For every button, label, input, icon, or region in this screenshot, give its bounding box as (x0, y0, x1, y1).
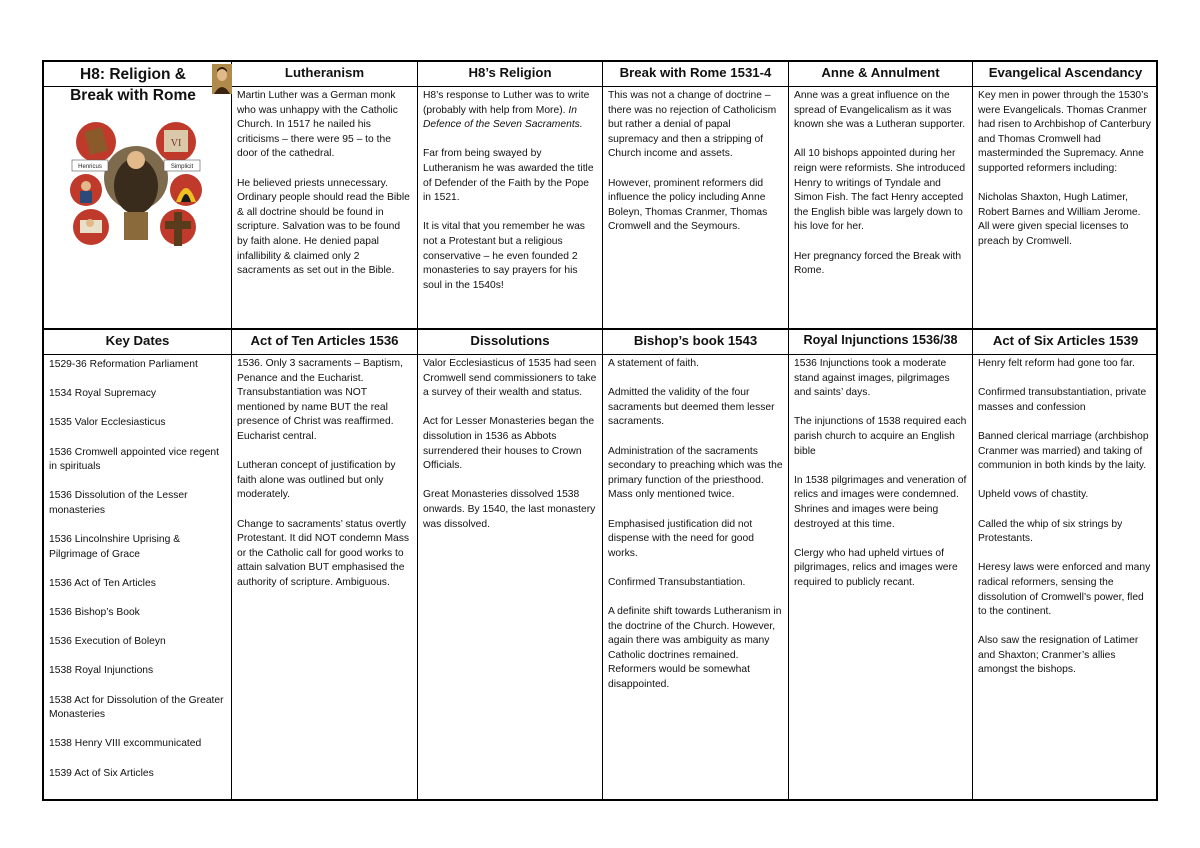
paragraph: 1536 Injunctions took a moderate stand against images, pilgrimages and saints’ days. (794, 358, 950, 399)
heading-anne-annulment: Anne & Annulment (789, 62, 973, 86)
paragraph: Admitted the validity of the four sacraments but deemed them lesser sacraments. (608, 387, 775, 428)
paragraph: However, prominent reformers did influence the policy including Anne Boleyn, Thomas Cranmer, Thomas Cromwell and the Seymours. (608, 177, 768, 233)
emblem-numeral: VI (170, 138, 182, 149)
paragraph: Great Monasteries dissolved 1538 onwards. By 1540, the last monastery was dissolved. (423, 489, 596, 530)
paragraph: A definite shift towards Lutheranism in the doctrine of the Church. However, again there was ambiguity as many Catholic doctrines remained. Reformers would be somewhat disappointed. (608, 606, 782, 691)
body-ten-articles (232, 355, 418, 801)
body-royal-injunctions (789, 355, 973, 801)
body-lutheranism (232, 87, 418, 328)
date-item: 1534 Royal Supremacy (49, 388, 157, 400)
date-item: 1535 Valor Ecclesiasticus (49, 417, 166, 429)
body-bishops-book (603, 355, 789, 801)
paragraph: Heresy laws were enforced and many radical reformers, sensing the dissolution of Cromwell’s power, fled to the continent. (978, 562, 1151, 618)
paragraph: Banned clerical marriage (archbishop Cranmer was married) and taking of communion in both kinds by the laity. (978, 430, 1149, 472)
title-line-1: H8: Religion & (80, 66, 186, 83)
paragraph: Anne was a great influence on the spread of Evangelicalism as it was known she was a Lutheran supporter. (794, 90, 966, 131)
date-item: 1539 Act of Six Articles (49, 767, 154, 779)
emblem-label-right: Simplicit (170, 164, 194, 170)
paragraph: Martin Luther was a German monk who was unhappy with the Catholic Church. In 1517 he nailed his criticisms – there were 95 – to the door of the cathedral. (237, 90, 398, 160)
date-item: 1538 Act for Dissolution of the Greater Monasteries (49, 694, 224, 721)
date-item: 1536 Dissolution of the Lesser monasteries (49, 490, 188, 516)
paragraph (423, 89, 597, 133)
paragraph: The injunctions of 1538 required each parish church to acquire an English bible (794, 416, 967, 457)
paragraph: Administration of the sacraments secondary to preaching which was the primary function of the priesthood. Mass only mentioned twice. (608, 445, 783, 501)
paragraph: This was not a change of doctrine – there was no rejection of Catholicism but rather a denial of papal supremacy and then a stripping of Church income and assets. (608, 90, 777, 160)
body-six-articles (973, 355, 1158, 801)
title-cell (44, 62, 232, 330)
date-item: 1536 Execution of Boleyn (49, 636, 166, 648)
heading-evangelical-ascendancy: Evangelical Ascendancy (988, 65, 1143, 80)
paragraph: Confirmed Transubstantiation. (608, 576, 746, 588)
paragraph: Her pregnancy forced the Break with Rome. (794, 250, 962, 277)
paragraph: Act for Lesser Monasteries began the dissolution in 1536 as Abbots surrendered their houses to Crown Officials. (423, 416, 595, 472)
paragraph-text: H8’s response to Luther was to write (probably with help from More). (423, 90, 590, 116)
paragraph: Change to sacraments’ status overtly Protestant. It did NOT condemn Mass or the Catholic call for good works to attain salvation BUT emphasised the authority of scripture. Ambiguous. (237, 518, 410, 588)
paragraph: Valor Ecclesiasticus of 1535 had seen Cromwell send commissioners to take a survey of their wealth and status. (423, 358, 597, 399)
date-item: 1529-36 Reformation Parliament (49, 359, 198, 370)
paragraph: Upheld vows of chastity. (978, 489, 1089, 501)
body-evangelical-ascendancy (973, 87, 1158, 328)
emblem-label-left: Henricus (78, 164, 102, 170)
paragraph: 1536. Only 3 sacraments – Baptism, Penance and the Eucharist. Transubstantiation was NOT mentioned by name BUT the real presence of Christ was reaffirmed. Eucharist central. (237, 358, 403, 442)
paragraph: Emphasised justification did not dispense with the need for good works. (608, 518, 754, 559)
book-title: In Defence of the Seven Sacraments. (423, 104, 583, 131)
paragraph: In 1538 pilgrimages and veneration of relics and images were condemned. Shrines and images were being destroyed at this time. (794, 474, 967, 530)
revision-sheet (42, 60, 1158, 801)
page-title (48, 64, 218, 106)
paragraph: Nicholas Shaxton, Hugh Latimer, Robert Barnes and William Jerome. All were given special licenses to preach by Cromwell. (978, 192, 1141, 247)
heading-bishops-book: Bishop’s book 1543 (603, 330, 789, 354)
heading-lutheranism: Lutheranism (232, 62, 418, 86)
body-anne-annulment (789, 87, 973, 328)
paragraph: Key men in power through the 1530’s were Evangelicals. Thomas Cranmer had risen to Archbishop of Canterbury and Thomas Cromwell had masterminded the Supremacy. Anne supported reformers including: (978, 90, 1151, 174)
paragraph: Lutheran concept of justification by faith alone was outlined but only moderately. (237, 460, 396, 501)
date-item: 1536 Act of Ten Articles (49, 577, 156, 589)
body-break-with-rome (603, 87, 789, 328)
heading-h8-religion: H8’s Religion (418, 62, 603, 86)
body-dissolutions (418, 355, 603, 801)
body-key-dates (44, 355, 232, 801)
heading-break-with-rome: Break with Rome 1531-4 (603, 62, 789, 86)
title-line-2: Break with Rome (70, 87, 196, 104)
paragraph: Also saw the resignation of Latimer and Shaxton; Cranmer’s allies amongst the bishops. (978, 635, 1139, 676)
paragraph: Called the whip of six strings by Protestants. (978, 518, 1123, 545)
body-h8-religion (418, 87, 603, 328)
date-item: 1538 Henry VIII excommunicated (49, 738, 202, 750)
paragraph: It is vital that you remember he was not a Protestant but a religious conservative – he even founded 2 monasteries to say prayers for his soul in the 1540s! (423, 221, 585, 291)
heading-royal-injunctions: Royal Injunctions 1536/38 (789, 330, 973, 354)
heading-six-articles: Act of Six Articles 1539 (992, 333, 1139, 348)
paragraph: Confirmed transubstantiation, private masses and confession (978, 387, 1147, 413)
paragraph: He believed priests unnecessary. Ordinary people should read the Bible & all doctrine should be found in scripture. Salvation was to be found by faith alone. He denied papal infallibility & claimed only 2 sacraments as set out in the Bible. (237, 177, 410, 277)
heading-ten-articles: Act of Ten Articles 1536 (232, 330, 418, 354)
date-item: 1536 Cromwell appointed vice regent in spirituals (49, 446, 219, 473)
paragraph: All 10 bishops appointed during her reign were reformists. She introduced Henry to writings of Tyndale and Simon Fish. The fact Henry accepted the English bible was largely down to his love for her. (794, 148, 966, 233)
heading-key-dates: Key Dates (44, 330, 232, 354)
paragraph: Clergy who had upheld virtues of pilgrimages, relics and images were required to publicly recant. (794, 547, 958, 588)
date-item: 1536 Bishop’s Book (49, 607, 140, 619)
paragraph: Far from being swayed by Lutheranism he was awarded the title of Defender of the Faith by the Pope in 1521. (423, 148, 594, 204)
paragraph: A statement of faith. (608, 358, 700, 369)
date-item: 1538 Royal Injunctions (49, 665, 154, 677)
date-item: 1536 Lincolnshire Uprising & Pilgrimage of Grace (49, 534, 181, 560)
reformation-emblem-image (66, 120, 206, 250)
luther-portrait-image (212, 64, 232, 94)
heading-dissolutions: Dissolutions (418, 330, 603, 354)
paragraph: Henry felt reform had gone too far. (978, 358, 1135, 369)
